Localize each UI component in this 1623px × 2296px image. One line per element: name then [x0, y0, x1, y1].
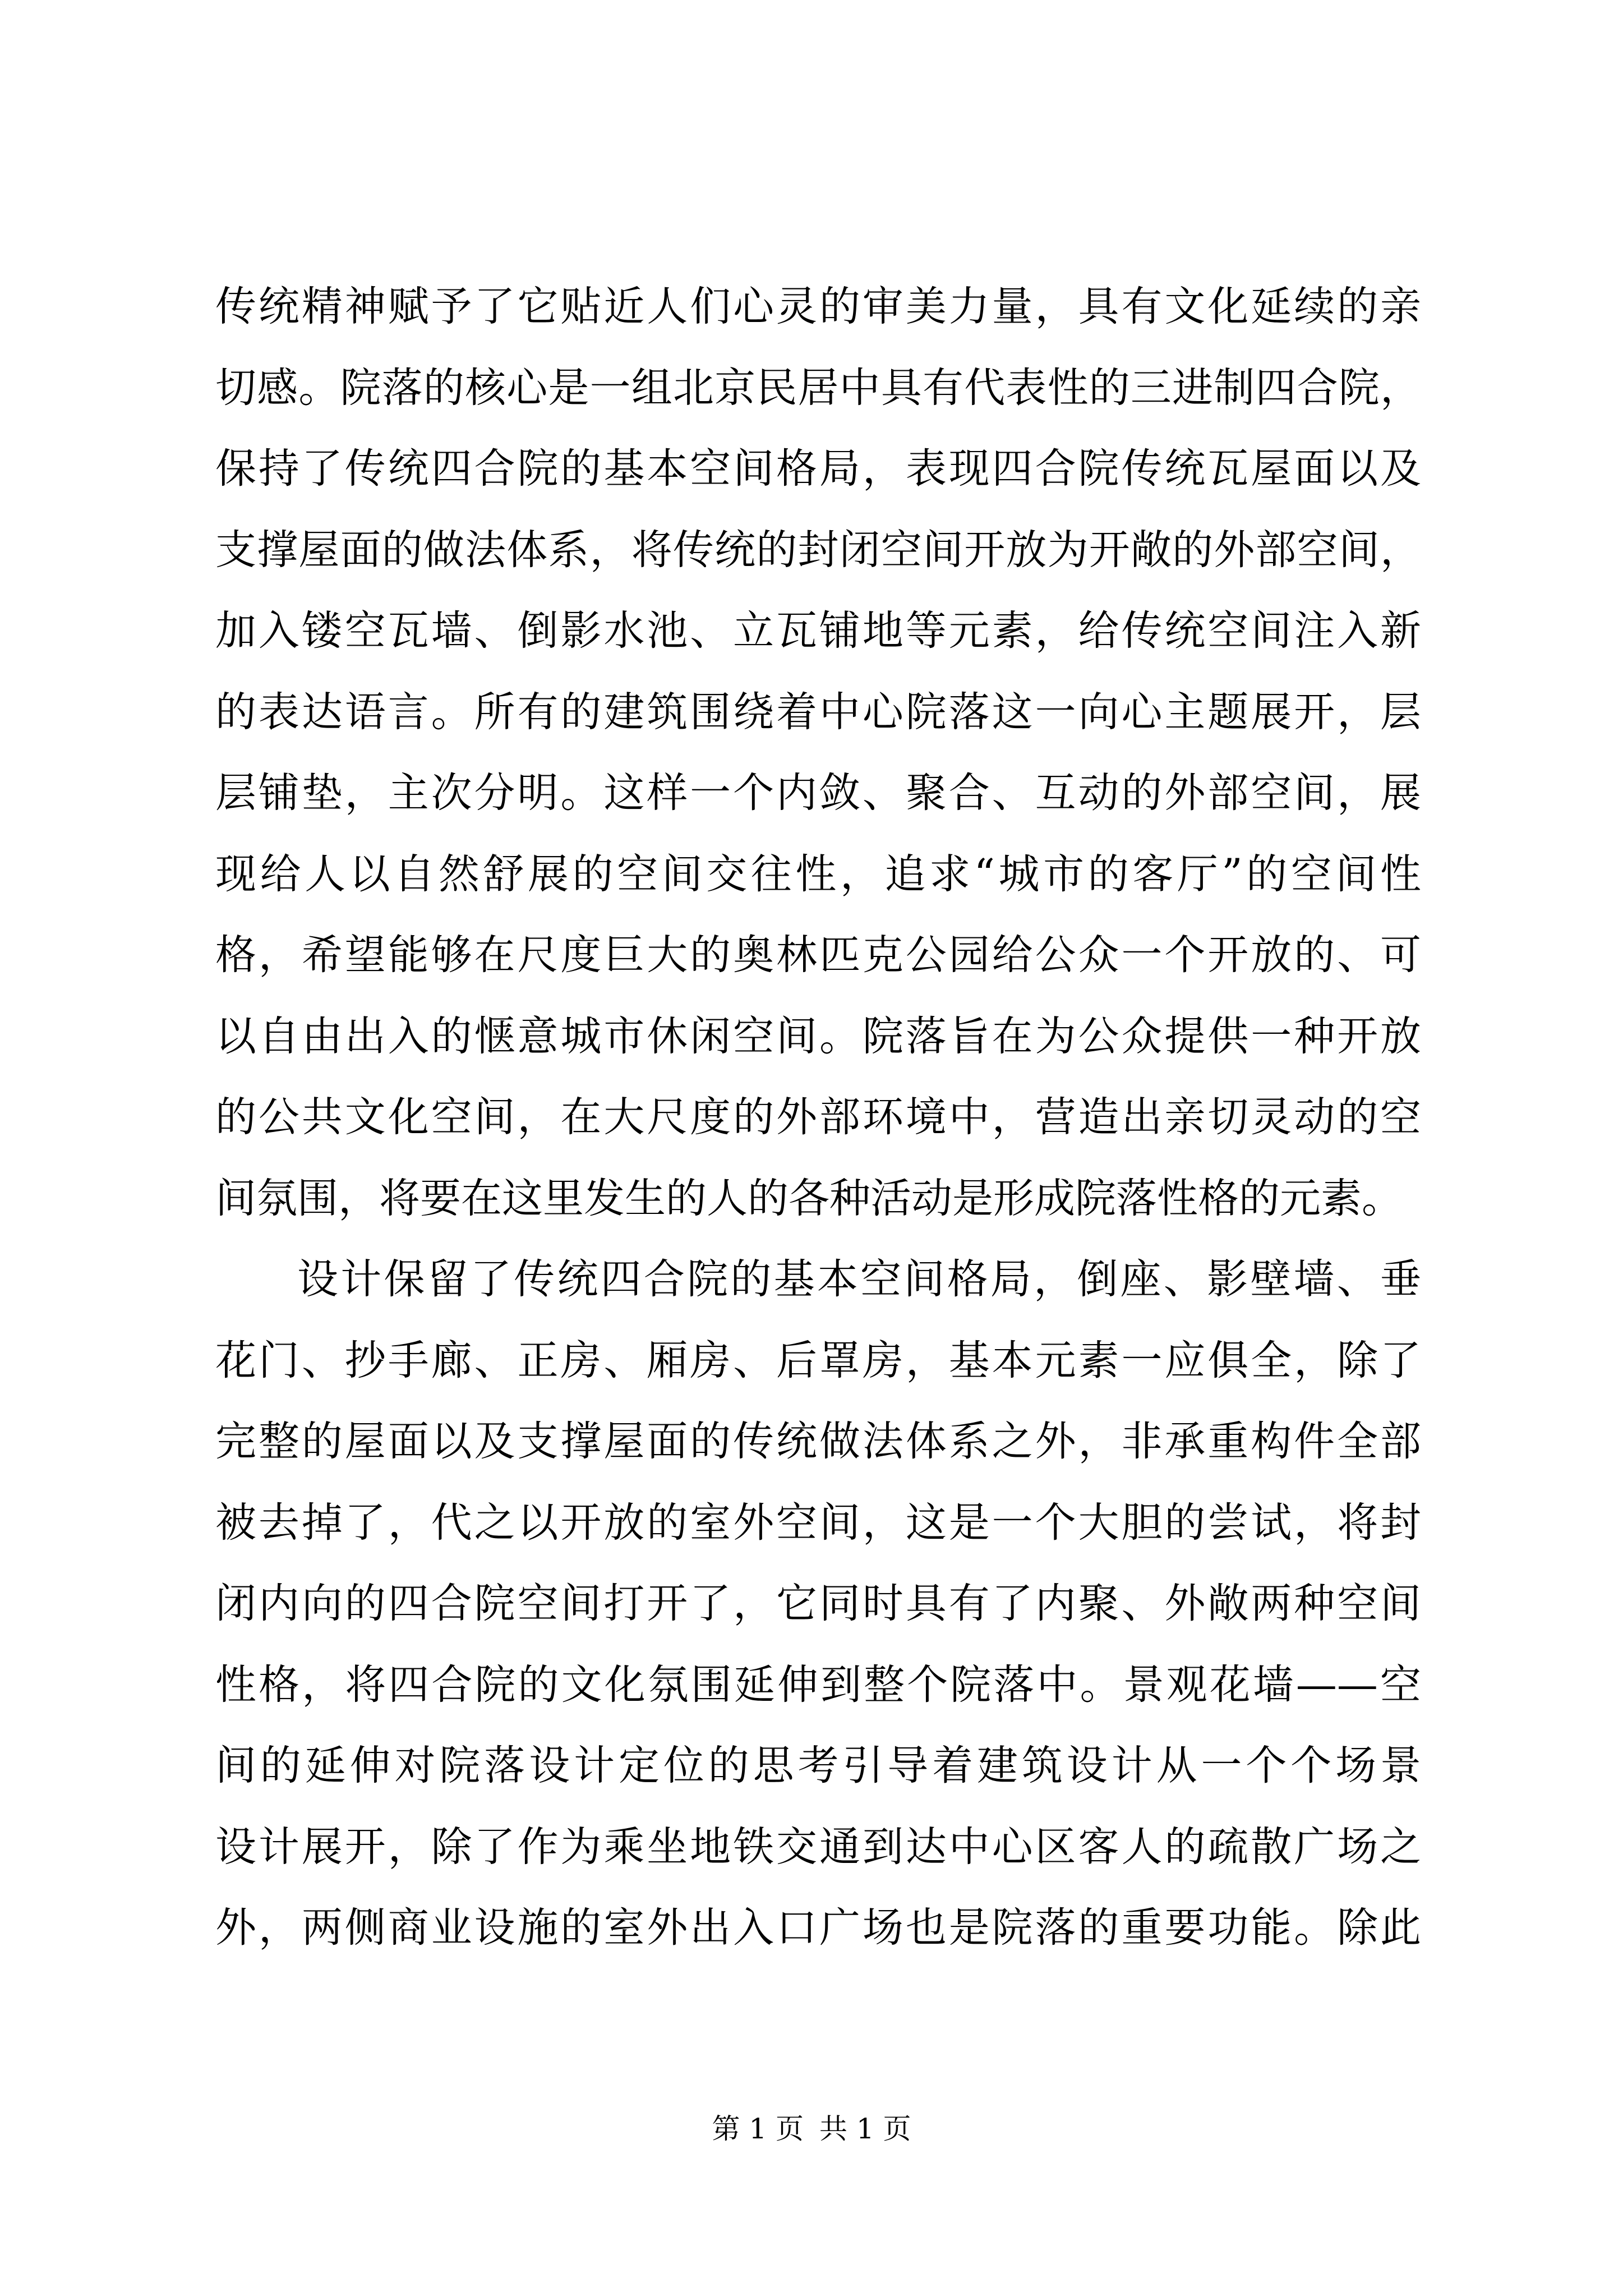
text-line: 的表达语言。所有的建筑围绕着中心院落这一向心主题展开，层	[215, 688, 1421, 736]
text-line: 以自由出入的惬意城市休闲空间。院落旨在为公众提供一种开放	[215, 1012, 1421, 1060]
text-line: 加入镂空瓦墙、倒影水池、立瓦铺地等元素，给传统空间注入新	[215, 607, 1421, 655]
text-line: 层铺垫，主次分明。这样一个内敛、聚合、互动的外部空间，展	[215, 769, 1421, 817]
text-line: 被去掉了，代之以开放的室外空间，这是一个大胆的尝试，将封	[215, 1498, 1421, 1547]
text-line: 闭内向的四合院空间打开了，它同时具有了内聚、外敞两种空间	[215, 1580, 1421, 1627]
text-line: 花门、抄手廊、正房、厢房、后罩房，基本元素一应俱全，除了	[215, 1336, 1421, 1384]
text-line: 完整的屋面以及支撑屋面的传统做法体系之外，非承重构件全部	[215, 1418, 1421, 1465]
page-total: 共 1 页	[819, 2113, 911, 2145]
text-line: 外，两侧商业设施的室外出入口广场也是院落的重要功能。除此	[215, 1904, 1421, 1952]
text-line: 设计保留了传统四合院的基本空间格局，倒座、影壁墙、垂	[297, 1255, 1421, 1303]
text-line: 传统精神赋予了它贴近人们心灵的审美力量，具有文化延续的亲	[215, 283, 1421, 330]
text-line: 格，希望能够在尺度巨大的奥林匹克公园给公众一个开放的、可	[215, 931, 1421, 979]
text-line: 性格，将四合院的文化氛围延伸到整个院落中。景观花墙——空	[215, 1660, 1421, 1709]
page-number: 第 1 页	[712, 2113, 804, 2145]
text-line: 的公共文化空间，在大尺度的外部环境中，营造出亲切灵动的空	[215, 1093, 1421, 1141]
text-line: 切感。院落的核心是一组北京民居中具有代表性的三进制四合院，	[215, 364, 1421, 412]
text-line: 现给人以自然舒展的空间交往性，追求“城市的客厅”的空间性	[215, 850, 1421, 898]
text-line: 设计展开，除了作为乘坐地铁交通到达中心区客人的疏散广场之	[215, 1823, 1421, 1871]
text-line: 保持了传统四合院的基本空间格局，表现四合院传统瓦屋面以及	[215, 445, 1421, 493]
text-line: 间氛围，将要在这里发生的人的各种活动是形成院落性格的元素。	[215, 1174, 1403, 1222]
body-text	[215, 266, 1421, 1969]
page-footer	[0, 2109, 1623, 2148]
text-line: 支撑屋面的做法体系，将传统的封闭空间开放为开敞的外部空间，	[215, 526, 1421, 574]
text-line: 间的延伸对院落设计定位的思考引导着建筑设计从一个个场景	[215, 1742, 1421, 1789]
